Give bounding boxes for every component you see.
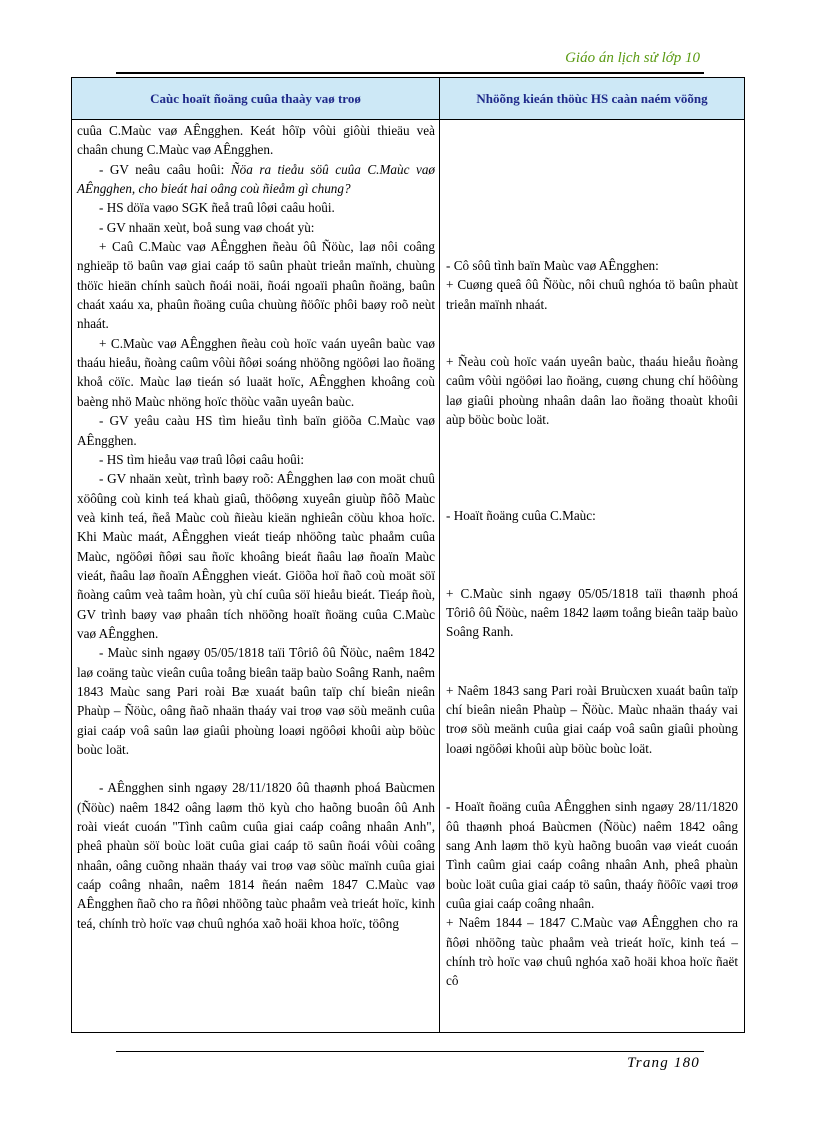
knowledge-item: + Cuøng queâ ôû Ñöùc, nôi chuû nghóa tö baûn phaùt trieån maïnh nhaát. <box>446 277 738 312</box>
footer-divider <box>116 1051 704 1052</box>
document-header-title: Giáo án lịch sử lớp 10 <box>565 50 700 66</box>
page-number: Trang 180 <box>627 1055 700 1071</box>
knowledge-item: - Cô sôû tình baïn Maùc vaø AÊngghen: <box>446 258 659 273</box>
key-knowledge-column <box>446 121 738 991</box>
lesson-table <box>71 77 745 1033</box>
activity-paragraph: - AÊngghen sinh ngaøy 28/11/1820 ôû thaønh phoá Baùcmen (Ñöùc) naêm 1842 oâng laøm thö kyù cho haõng buoân ôû Anh roài vieát cuoán "Tình caûm cuûa giai caáp coâng nhaân Anh", pheâ phaùn söï boùc loät cuûa giai caáp tö saûn ñoái vôùi coâng nhaân, oâng cuõng nhaän thaáy vai troø vaø söùc maïnh cuûa giai caáp coâng nhaân, naêm 1814 ñeán naêm 1847 C.Maùc vaø AÊngghen ñaõ cho ra ñôøi nhöõng taùc phaåm veà trieát hoïc, kinh teá, chính trò hoïc vaø chuû nghóa xaõ hoäi khoa hoïc, töông <box>77 780 435 931</box>
column-divider <box>439 78 440 1032</box>
activity-paragraph: - Maùc sinh ngaøy 05/05/1818 taïi Tôriô ôû Ñöùc, naêm 1842 laø coäng taùc vieân cuûa toång bieân taäp baùo Soâng Ranh, naêm 1843 Maùc sang Pari roài Bæ xuaát baûn taïp chí bieân nieân Phaùp – Ñöùc, oâng ñaõ nhaän thaáy vai troø vaø söù meänh cuûa giai caáp voâ saûn laø giaûi phoùng loaøi ngöôøi khoûi aùp böùc boùc loät. <box>77 645 435 757</box>
left-column-header: Caùc hoaït ñoäng cuûa thaày vaø troø <box>150 91 361 106</box>
knowledge-item: - Hoaït ñoäng cuûa C.Maùc: <box>446 508 596 524</box>
table-header-row <box>72 78 744 120</box>
activity-paragraph: - GV nhaän xeùt, boå sung vaø choát yù: <box>99 219 315 235</box>
right-column-header: Nhöõng kieán thöùc HS caàn naém vöõng <box>476 91 708 106</box>
knowledge-item: + Ñeàu coù hoïc vaán uyeân baùc, thaáu hieåu ñoàng caûm vôùi ngöôøi lao ñoäng, cuøng chung chí höôùng laø giaûi phoùng nhaân daân lao ñoäng thoaùt khoûi aùp böùc boùc loät. <box>446 354 738 428</box>
activity-paragraph <box>77 160 435 199</box>
knowledge-item: + Naêm 1844 – 1847 C.Maùc vaø AÊngghen cho ra ñôøi nhöõng taùc phaåm veà trieát hoïc, kinh teá – chính trò hoïc vaø chuû nghóa xaõ hoäi khoa hoïc ñaët cô <box>446 915 738 989</box>
knowledge-item: + Naêm 1843 sang Pari roài Bruùcxen xuaát baûn taïp chí bieân nieân Phaùp – Ñöùc. Maùc nhaän thaáy vai troø söù meänh cuûa giai caáp voâ saûn giaûi phoùng loaøi ngöôøi khoûi aùp böùc boùc loät. <box>446 682 738 756</box>
activity-paragraph: + C.Maùc vaø AÊngghen ñeàu coù hoïc vaán uyeân baùc vaø thaáu hieåu, ñoàng caûm vôùi ñôøi soáng nhöõng ngöôøi lao ñoäng khoå cöïc. Maùc laø tieán só luaät hoïc, AÊngghen khoâng coù baèng nhö Maùc nhöng hoïc thöùc vaãn uyeân baùc. <box>77 335 435 409</box>
knowledge-item: + C.Maùc sinh ngaøy 05/05/1818 taïi thaønh phoá Tôriô ôû Ñöùc, naêm 1842 laøm toång bieân taäp baùo Soâng Ranh. <box>446 585 738 640</box>
teacher-student-activities-column <box>77 121 435 933</box>
knowledge-item: - Hoaït ñoäng cuûa AÊngghen sinh ngaøy 28/11/1820 ôû thaønh phoá Baùcmen (Ñöùc) naêm 1842 oâng sang Anh laøm thö kyù haõng buoân vaø vieát cuoán Tình caûm giai caáp coâng nhaân Anh, pheâ phaùn boùc loät cuûa giai caáp tö saûn, thaáy ñöôïc vaøi troø cuûa giai caáp coâng nhaân. <box>446 799 738 911</box>
activity-paragraph: - GV yeâu caàu HS tìm hieåu tình baïn giöõa C.Maùc vaø AÊngghen. <box>77 413 435 448</box>
activity-paragraph: + Caû C.Maùc vaø AÊngghen ñeàu ôû Ñöùc, laø nôi coâng nghieäp tö baûn vaø giai caáp tö saûn phaùt trieån maïnh, chuùng thöïc hieän chính saùch ñoái noäi, ñoái ngoaïi phaûn ñoäng, baûn chaát xaáu xa, phaûn ñoäng cuûa chuùng ñöôïc phôi baøy roõ neùt nhaát. <box>77 239 435 332</box>
activity-paragraph: - HS döïa vaøo SGK ñeå traû lôøi caâu hoûi. <box>99 200 335 216</box>
activity-paragraph: - GV nhaän xeùt, trình baøy roõ: AÊngghen laø con moät chuû xöôûng coù kinh teá khaù giaû, thöôøng xuyeân giuùp ñôõ Maùc veà kinh teá, ñeå Maùc coù ñieàu kieän nghieân cöùu khoa hoïc. Khi Maùc maát, AÊngghen vieát tieáp nhöõng taùc phaåm cuûa Maùc, ngöôøi ñôøi sau ñoïc khoâng bieát ñaâu laø ñoaïn Maùc vieát, ñaâu laø ñoaïn AÊngghen vieát. Giöõa hoï ñaõ coù moät söï ñoàng caûm veà taâm hoàn, yù chí cuûa söï hieåu bieát. Tieáp ñoù, GV trình baøy vaø phaân tích nhöõng hoaït ñoäng cuûa C.Maùc vaø AÊngghen. <box>77 471 435 641</box>
activity-paragraph: - HS tìm hieåu vaø traû lôøi caâu hoûi: <box>99 451 305 467</box>
activity-paragraph: cuûa C.Maùc vaø AÊngghen. Keát hôïp vôùi giôùi thieäu veà chaân chung C.Maùc vaø AÊngghen. <box>77 123 435 158</box>
question-text: Ñöa ra tieåu söû cuûa C.Maùc vaø AÊngghen, cho bieát hai oâng coù ñieåm gì chung? <box>77 161 436 197</box>
header-divider <box>116 72 704 74</box>
question-lead: - GV neâu caâu hoûi: <box>99 161 225 177</box>
